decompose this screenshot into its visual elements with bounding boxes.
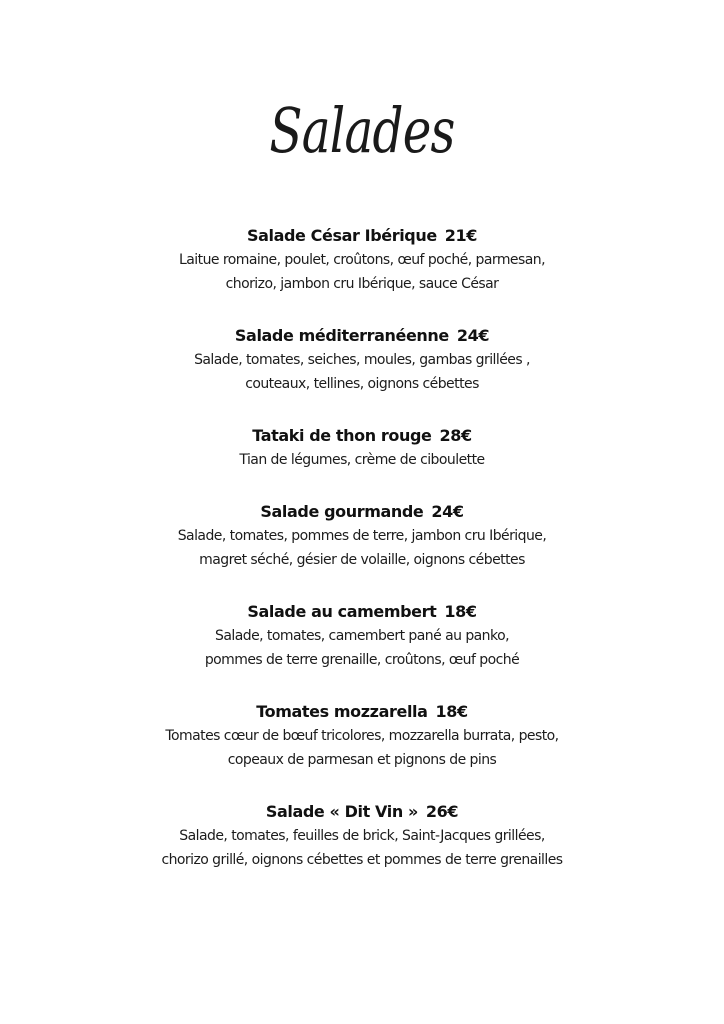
item-description-line: chorizo grillé, oignons cébettes et pommes de terre grenailles xyxy=(161,852,563,868)
item-heading xyxy=(0,324,724,348)
item-name: Tomates mozzarella xyxy=(256,702,428,721)
item-heading xyxy=(0,600,724,624)
item-heading xyxy=(0,224,724,248)
item-heading xyxy=(0,800,724,824)
item-price: 18€ xyxy=(444,602,477,621)
item-description-line: copeaux de parmesan et pignons de pins xyxy=(227,752,497,768)
menu-list xyxy=(0,224,724,900)
item-description-line: Tomates cœur de bœuf tricolores, mozzarella burrata, pesto, xyxy=(165,728,559,744)
item-price: 21€ xyxy=(444,226,477,245)
menu-item xyxy=(0,324,724,396)
item-price: 28€ xyxy=(439,426,472,445)
item-heading xyxy=(0,500,724,524)
menu-item xyxy=(0,700,724,772)
item-heading xyxy=(0,424,724,448)
item-description-line: Laitue romaine, poulet, croûtons, œuf poché, parmesan, xyxy=(179,252,545,268)
item-description-line: Tian de légumes, crème de ciboulette xyxy=(239,452,485,468)
item-name: Salade au camembert xyxy=(247,602,437,621)
item-description-line: pommes de terre grenaille, croûtons, œuf poché xyxy=(204,652,520,668)
item-description-line: Salade, tomates, camembert pané au panko, xyxy=(215,628,509,644)
item-name: Salade César Ibérique xyxy=(247,226,437,245)
page-title: Salades xyxy=(269,93,455,167)
item-name: Salade gourmande xyxy=(260,502,424,521)
item-description-line: couteaux, tellines, oignons cébettes xyxy=(245,376,479,392)
item-name: Salade méditerranéenne xyxy=(234,326,449,345)
item-description-line: magret séché, gésier de volaille, oignons cébettes xyxy=(199,552,525,568)
item-name: Tataki de thon rouge xyxy=(252,426,432,445)
menu-item xyxy=(0,800,724,872)
menu-item xyxy=(0,424,724,472)
item-description-line: chorizo, jambon cru Ibérique, sauce César xyxy=(225,276,499,292)
item-price: 24€ xyxy=(431,502,464,521)
item-heading xyxy=(0,700,724,724)
item-price: 26€ xyxy=(425,802,459,821)
item-description-line: Salade, tomates, seiches, moules, gambas grillées , xyxy=(194,352,530,368)
menu-item xyxy=(0,500,724,572)
item-description-line: Salade, tomates, pommes de terre, jambon cru Ibérique, xyxy=(177,528,547,544)
menu-item xyxy=(0,224,724,296)
item-price: 18€ xyxy=(435,702,468,721)
item-price: 24€ xyxy=(456,326,490,345)
item-name: Salade « Dit Vin » xyxy=(265,802,418,821)
item-description-line: Salade, tomates, feuilles de brick, Saint-Jacques grillées, xyxy=(179,828,545,844)
menu-item xyxy=(0,600,724,672)
